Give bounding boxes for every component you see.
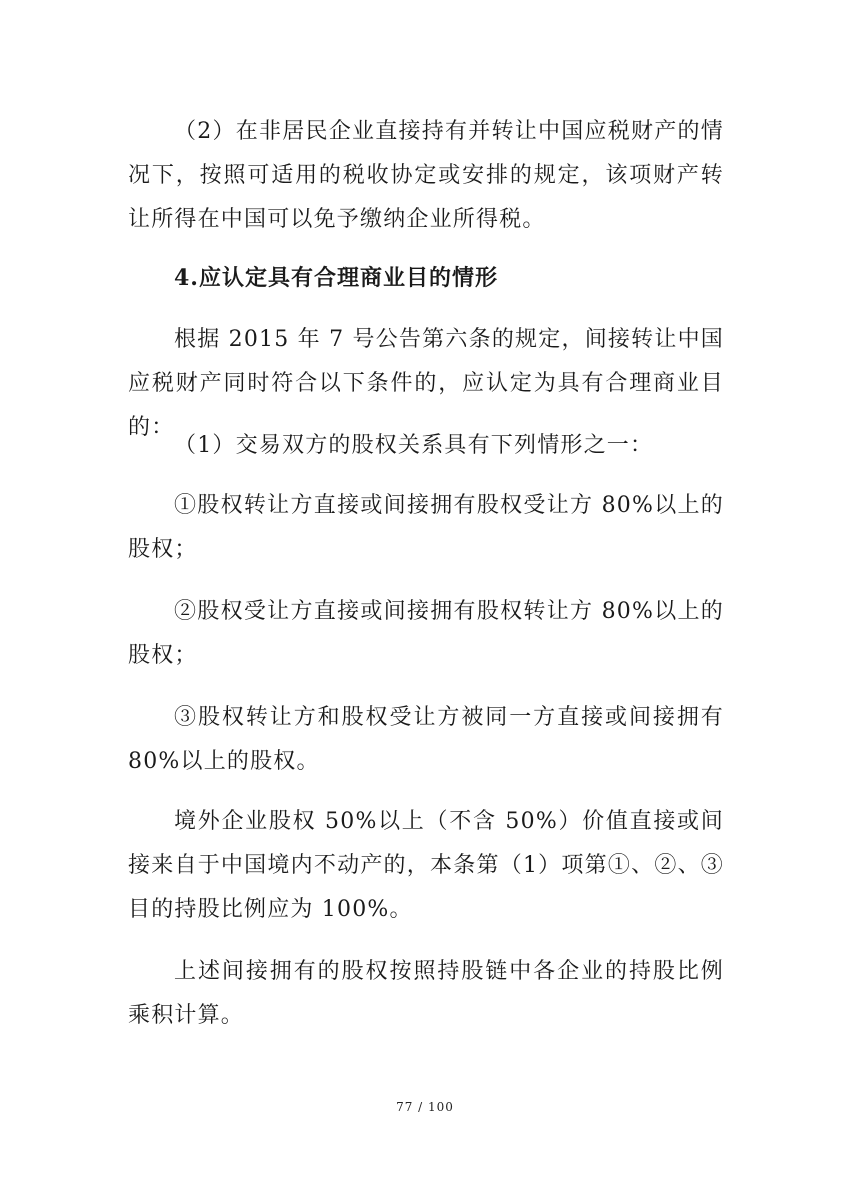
page-number: 77 / 100 — [396, 1100, 454, 1114]
paragraph-condition-1: （1）交易双方的股权关系具有下列情形之一： — [174, 433, 654, 458]
paragraph-item-1: ①股权转让方直接或间接拥有股权受让方 80%以上的股权； — [128, 493, 724, 562]
paragraph-item-2: ②股权受让方直接或间接拥有股权转让方 80%以上的股权； — [128, 599, 724, 668]
section-heading: 4.应认定具有合理商业目的情形 — [174, 265, 498, 291]
paragraph-indirect-calculation: 上述间接拥有的股权按照持股链中各企业的持股比例乘积计算。 — [128, 959, 724, 1028]
paragraph-announcement-intro: 根据 2015 年 7 号公告第六条的规定，间接转让中国应税财产同时符合以下条件的，应认定为具有合理商业目的： — [128, 327, 724, 440]
paragraph-item-3: ③股权转让方和股权受让方被同一方直接或间接拥有 80%以上的股权。 — [128, 705, 724, 774]
paragraph-real-estate-rule: 境外企业股权 50%以上（不含 50%）价值直接或间接来自于中国境内不动产的，本条第（1）项第①、②、③目的持股比例应为 100%。 — [128, 809, 724, 922]
paragraph-treaty-exemption: （2）在非居民企业直接持有并转让中国应税财产的情况下，按照可适用的税收协定或安排的规定，该项财产转让所得在中国可以免予缴纳企业所得税。 — [128, 119, 724, 232]
